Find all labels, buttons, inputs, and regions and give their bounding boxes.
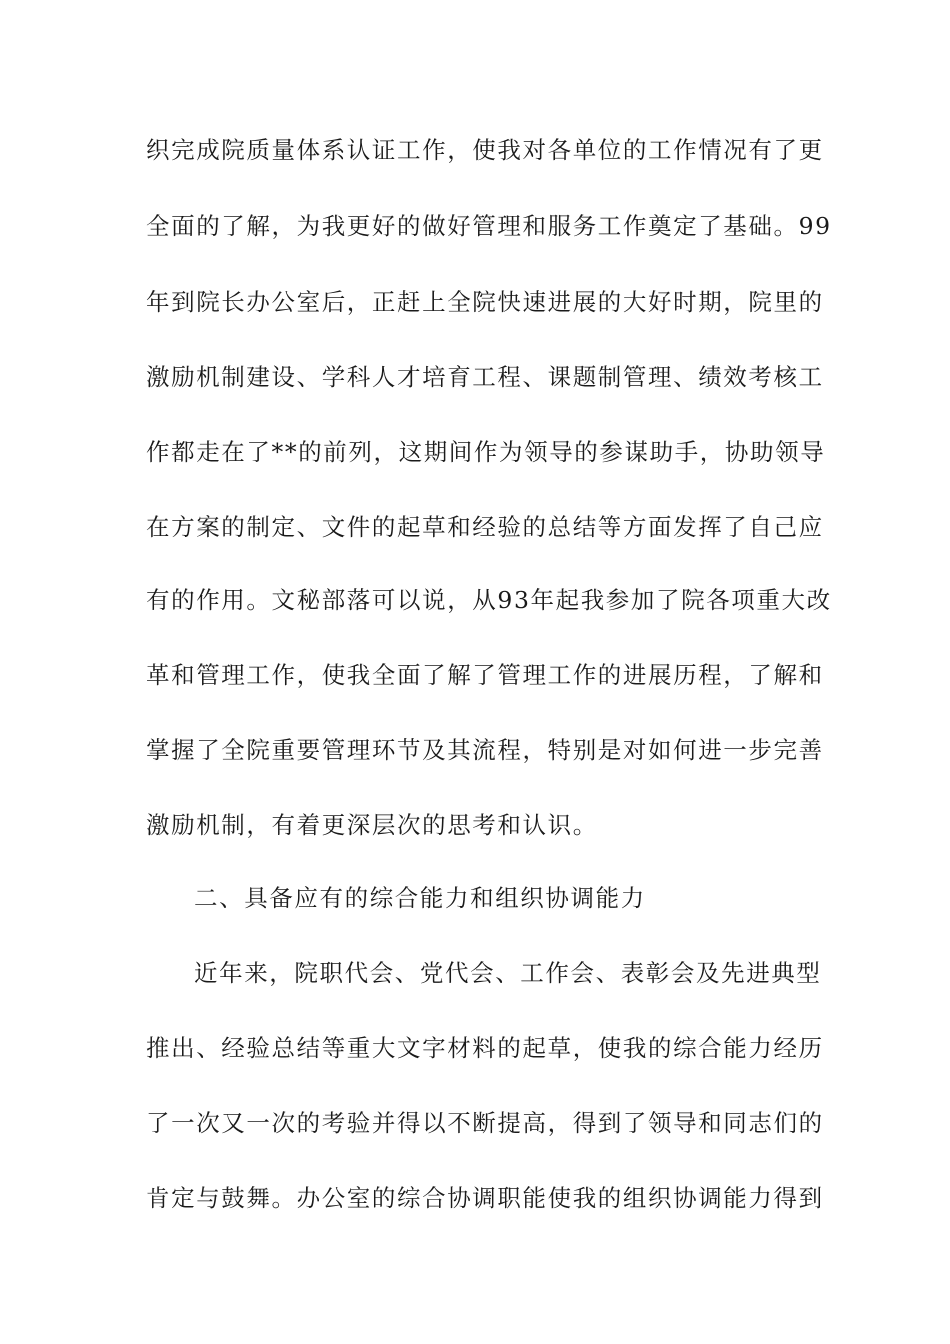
text-line-15: 肯定与鼓舞。办公室的综合协调职能使我的组织协调能力得到	[146, 1184, 824, 1212]
text-line-8: 革和管理工作，使我全面了解了管理工作的进展历程，了解和	[146, 661, 824, 689]
text-line-4: 激励机制建设、学科人才培育工程、课题制管理、绩效考核工	[146, 363, 824, 391]
text-line-1: 织完成院质量体系认证工作，使我对各单位的工作情况有了更	[146, 136, 824, 164]
text-line-7: 有的作用。文秘部落可以说，从93年起我参加了院各项重大改	[146, 586, 832, 614]
text-line-10: 激励机制，有着更深层次的思考和认识。	[146, 811, 598, 839]
text-line-2: 全面的了解，为我更好的做好管理和服务工作奠定了基础。99	[146, 212, 832, 240]
text-line-13: 推出、经验总结等重大文字材料的起草，使我的综合能力经历	[146, 1034, 824, 1062]
text-line-5: 作都走在了**的前列，这期间作为领导的参谋助手，协助领导	[146, 438, 826, 466]
text-line-9: 掌握了全院重要管理环节及其流程，特别是对如何进一步完善	[146, 736, 824, 764]
text-line-3: 年到院长办公室后，正赶上全院快速进展的大好时期，院里的	[146, 288, 824, 316]
text-line-6: 在方案的制定、文件的起草和经验的总结等方面发挥了自己应	[146, 513, 824, 541]
text-line-14: 了一次又一次的考验并得以不断提高，得到了领导和同志们的	[146, 1109, 824, 1137]
section-heading: 二、具备应有的综合能力和组织协调能力	[194, 884, 646, 912]
text-line-12: 近年来，院职代会、党代会、工作会、表彰会及先进典型	[194, 959, 822, 987]
